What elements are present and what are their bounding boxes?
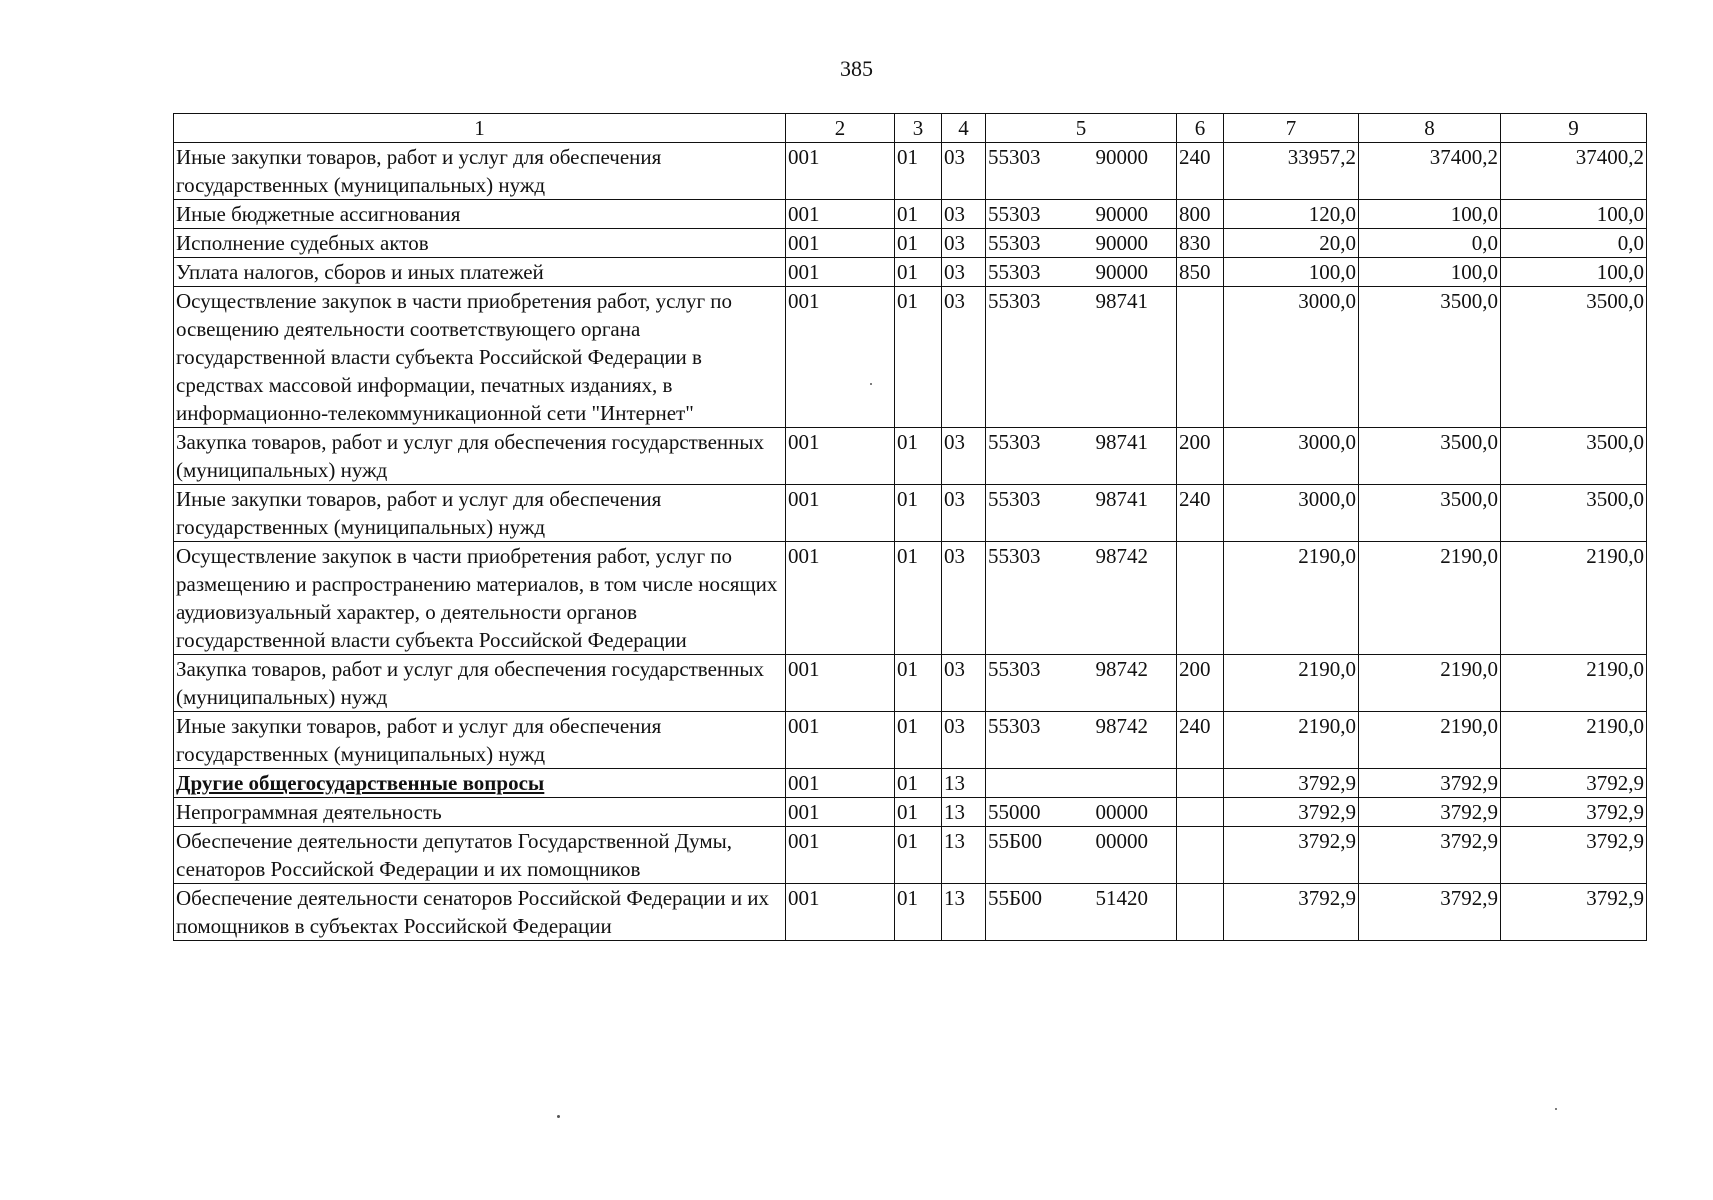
section-code-cell: 01	[895, 485, 942, 542]
amount-col9-cell: 3500,0	[1501, 287, 1647, 428]
target-article-program: 55303	[988, 714, 1041, 738]
table-row	[174, 428, 1647, 485]
expense-type-cell	[1177, 287, 1224, 428]
amount-col8-cell: 0,0	[1359, 229, 1501, 258]
amount-col7-cell: 3792,9	[1224, 769, 1359, 798]
amount-col9-cell: 3792,9	[1501, 769, 1647, 798]
table-row	[174, 827, 1647, 884]
amount-col7-cell: 3792,9	[1224, 798, 1359, 827]
ministry-code-cell: 001	[786, 798, 895, 827]
target-article-program: 55Б00	[988, 829, 1043, 853]
target-article-program: 55000	[988, 800, 1041, 824]
target-article-direction: 98742	[1095, 714, 1148, 738]
subsection-code-cell: 03	[942, 258, 986, 287]
header-cell: 7	[1224, 114, 1359, 143]
expense-name-cell: Уплата налогов, сборов и иных платежей	[174, 258, 786, 287]
amount-col9-cell: 3792,9	[1501, 827, 1647, 884]
ministry-code-cell: 001	[786, 200, 895, 229]
subsection-code-cell: 03	[942, 542, 986, 655]
subsection-code-cell: 03	[942, 712, 986, 769]
amount-col9-cell: 2190,0	[1501, 542, 1647, 655]
target-article-cell	[986, 428, 1177, 485]
subsection-code-cell: 13	[942, 769, 986, 798]
ministry-code-cell: 001	[786, 769, 895, 798]
section-code-cell: 01	[895, 542, 942, 655]
target-article-cell	[986, 229, 1177, 258]
expense-type-cell: 240	[1177, 712, 1224, 769]
subsection-code-cell: 03	[942, 655, 986, 712]
target-article-direction: 98741	[1095, 430, 1148, 454]
amount-col7-cell: 2190,0	[1224, 712, 1359, 769]
ministry-code-cell: 001	[786, 884, 895, 941]
amount-col8-cell: 3500,0	[1359, 485, 1501, 542]
budget-table	[173, 113, 1647, 941]
table-row	[174, 200, 1647, 229]
expense-type-cell: 830	[1177, 229, 1224, 258]
amount-col8-cell: 3500,0	[1359, 287, 1501, 428]
header-cell: 3	[895, 114, 942, 143]
target-article-cell	[986, 258, 1177, 287]
expense-name-cell: Иные закупки товаров, работ и услуг для обеспечения государственных (муниципальных) нужд	[174, 143, 786, 200]
target-article-program: 55303	[988, 289, 1041, 313]
section-code-cell: 01	[895, 287, 942, 428]
target-article-program: 55303	[988, 544, 1041, 568]
table-row	[174, 229, 1647, 258]
expense-type-cell	[1177, 542, 1224, 655]
amount-col7-cell: 33957,2	[1224, 143, 1359, 200]
expense-name-cell: Другие общегосударственные вопросы	[174, 769, 786, 798]
target-article-direction: 90000	[1095, 231, 1148, 255]
header-cell: 9	[1501, 114, 1647, 143]
target-article-cell	[986, 287, 1177, 428]
target-article-cell	[986, 769, 1177, 798]
target-article-cell	[986, 827, 1177, 884]
amount-col8-cell: 3500,0	[1359, 428, 1501, 485]
amount-col7-cell: 3000,0	[1224, 428, 1359, 485]
amount-col8-cell: 3792,9	[1359, 769, 1501, 798]
section-code-cell: 01	[895, 655, 942, 712]
amount-col8-cell: 3792,9	[1359, 798, 1501, 827]
header-cell: 8	[1359, 114, 1501, 143]
target-article-direction: 98741	[1095, 487, 1148, 511]
table-row	[174, 712, 1647, 769]
amount-col8-cell: 100,0	[1359, 200, 1501, 229]
amount-col7-cell: 3792,9	[1224, 884, 1359, 941]
expense-type-cell	[1177, 884, 1224, 941]
amount-col7-cell: 2190,0	[1224, 542, 1359, 655]
header-cell: 5	[986, 114, 1177, 143]
section-code-cell: 01	[895, 229, 942, 258]
amount-col9-cell: 3792,9	[1501, 884, 1647, 941]
amount-col9-cell: 0,0	[1501, 229, 1647, 258]
target-article-program: 55303	[988, 260, 1041, 284]
subsection-code-cell: 03	[942, 428, 986, 485]
amount-col9-cell: 2190,0	[1501, 712, 1647, 769]
expense-type-cell: 240	[1177, 485, 1224, 542]
table-row	[174, 287, 1647, 428]
amount-col8-cell: 100,0	[1359, 258, 1501, 287]
subsection-code-cell: 03	[942, 287, 986, 428]
amount-col7-cell: 3000,0	[1224, 287, 1359, 428]
ministry-code-cell: 001	[786, 655, 895, 712]
target-article-program: 55303	[988, 657, 1041, 681]
target-article-direction: 90000	[1095, 202, 1148, 226]
table-row	[174, 798, 1647, 827]
target-article-program: 55Б00	[988, 886, 1043, 910]
section-code-cell: 01	[895, 884, 942, 941]
header-cell: 1	[174, 114, 786, 143]
expense-type-cell: 200	[1177, 428, 1224, 485]
amount-col8-cell: 2190,0	[1359, 655, 1501, 712]
amount-col9-cell: 3500,0	[1501, 485, 1647, 542]
amount-col7-cell: 3792,9	[1224, 827, 1359, 884]
scan-speck	[557, 1115, 560, 1118]
amount-col8-cell: 3792,9	[1359, 884, 1501, 941]
target-article-program: 55303	[988, 145, 1041, 169]
table-row	[174, 258, 1647, 287]
section-code-cell: 01	[895, 827, 942, 884]
expense-name-cell: Иные закупки товаров, работ и услуг для обеспечения государственных (муниципальных) нужд	[174, 485, 786, 542]
table-row	[174, 542, 1647, 655]
amount-col8-cell: 37400,2	[1359, 143, 1501, 200]
amount-col7-cell: 2190,0	[1224, 655, 1359, 712]
target-article-cell	[986, 485, 1177, 542]
ministry-code-cell: 001	[786, 485, 895, 542]
amount-col8-cell: 2190,0	[1359, 542, 1501, 655]
expense-name-cell: Обеспечение деятельности сенаторов Российской Федерации и их помощников в субъектах Российской Федерации	[174, 884, 786, 941]
amount-col9-cell: 37400,2	[1501, 143, 1647, 200]
scan-speck	[870, 383, 872, 385]
amount-col8-cell: 2190,0	[1359, 712, 1501, 769]
subsection-code-cell: 03	[942, 485, 986, 542]
expense-name-cell: Иные бюджетные ассигнования	[174, 200, 786, 229]
target-article-cell	[986, 712, 1177, 769]
amount-col9-cell: 100,0	[1501, 258, 1647, 287]
target-article-direction: 98742	[1095, 544, 1148, 568]
subsection-code-cell: 03	[942, 143, 986, 200]
ministry-code-cell: 001	[786, 428, 895, 485]
header-cell: 4	[942, 114, 986, 143]
ministry-code-cell: 001	[786, 287, 895, 428]
expense-type-cell	[1177, 798, 1224, 827]
table-row	[174, 655, 1647, 712]
target-article-cell	[986, 655, 1177, 712]
section-code-cell: 01	[895, 428, 942, 485]
expense-type-cell: 800	[1177, 200, 1224, 229]
section-code-cell: 01	[895, 143, 942, 200]
ministry-code-cell: 001	[786, 712, 895, 769]
table-row	[174, 485, 1647, 542]
expense-name-cell: Закупка товаров, работ и услуг для обеспечения государственных (муниципальных) нужд	[174, 428, 786, 485]
page-number: 385	[840, 56, 873, 81]
target-article-cell	[986, 200, 1177, 229]
header-cell: 6	[1177, 114, 1224, 143]
table-row	[174, 143, 1647, 200]
expense-type-cell: 240	[1177, 143, 1224, 200]
expense-name-cell: Осуществление закупок в части приобретения работ, услуг по освещению деятельности соответствующего органа государственной власти субъекта Российской Федерации в средствах массовой информации, печатных изданиях, в информационно-телекоммуникационной сети "Интернет"	[174, 287, 786, 428]
ministry-code-cell: 001	[786, 827, 895, 884]
amount-col7-cell: 20,0	[1224, 229, 1359, 258]
amount-col9-cell: 3792,9	[1501, 798, 1647, 827]
subsection-code-cell: 13	[942, 827, 986, 884]
expense-name-cell: Обеспечение деятельности депутатов Государственной Думы, сенаторов Российской Федерации и их помощников	[174, 827, 786, 884]
amount-col7-cell: 120,0	[1224, 200, 1359, 229]
amount-col9-cell: 100,0	[1501, 200, 1647, 229]
expense-type-cell: 200	[1177, 655, 1224, 712]
target-article-program: 55303	[988, 202, 1041, 226]
ministry-code-cell: 001	[786, 143, 895, 200]
target-article-cell	[986, 143, 1177, 200]
expense-name-cell: Осуществление закупок в части приобретения работ, услуг по размещению и распространению материалов, в том числе носящих аудиовизуальный характер, о деятельности органов государственной власти субъекта Российской Федерации	[174, 542, 786, 655]
target-article-direction: 51420	[1095, 886, 1148, 910]
section-code-cell: 01	[895, 258, 942, 287]
target-article-cell	[986, 542, 1177, 655]
subsection-code-cell: 03	[942, 200, 986, 229]
target-article-direction: 90000	[1095, 260, 1148, 284]
target-article-cell	[986, 884, 1177, 941]
ministry-code-cell: 001	[786, 258, 895, 287]
section-code-cell: 01	[895, 798, 942, 827]
target-article-cell	[986, 798, 1177, 827]
expense-type-cell	[1177, 769, 1224, 798]
subsection-code-cell: 03	[942, 229, 986, 258]
amount-col8-cell: 3792,9	[1359, 827, 1501, 884]
target-article-direction: 00000	[1095, 800, 1148, 824]
expense-name-cell: Закупка товаров, работ и услуг для обеспечения государственных (муниципальных) нужд	[174, 655, 786, 712]
scan-speck	[1555, 1108, 1557, 1110]
table-row	[174, 769, 1647, 798]
amount-col9-cell: 2190,0	[1501, 655, 1647, 712]
ministry-code-cell: 001	[786, 229, 895, 258]
target-article-direction: 98742	[1095, 657, 1148, 681]
ministry-code-cell: 001	[786, 542, 895, 655]
expense-name-cell: Исполнение судебных актов	[174, 229, 786, 258]
target-article-program: 55303	[988, 430, 1041, 454]
amount-col7-cell: 3000,0	[1224, 485, 1359, 542]
subsection-code-cell: 13	[942, 798, 986, 827]
section-code-cell: 01	[895, 769, 942, 798]
target-article-direction: 98741	[1095, 289, 1148, 313]
expense-type-cell: 850	[1177, 258, 1224, 287]
header-cell: 2	[786, 114, 895, 143]
expense-name-cell: Непрограммная деятельность	[174, 798, 786, 827]
target-article-direction: 00000	[1095, 829, 1148, 853]
target-article-program: 55303	[988, 487, 1041, 511]
table-row	[174, 884, 1647, 941]
expense-type-cell	[1177, 827, 1224, 884]
amount-col7-cell: 100,0	[1224, 258, 1359, 287]
target-article-direction: 90000	[1095, 145, 1148, 169]
expense-name-cell: Иные закупки товаров, работ и услуг для обеспечения государственных (муниципальных) нужд	[174, 712, 786, 769]
section-code-cell: 01	[895, 200, 942, 229]
header-row	[174, 114, 1647, 143]
subsection-code-cell: 13	[942, 884, 986, 941]
amount-col9-cell: 3500,0	[1501, 428, 1647, 485]
target-article-program: 55303	[988, 231, 1041, 255]
section-code-cell: 01	[895, 712, 942, 769]
